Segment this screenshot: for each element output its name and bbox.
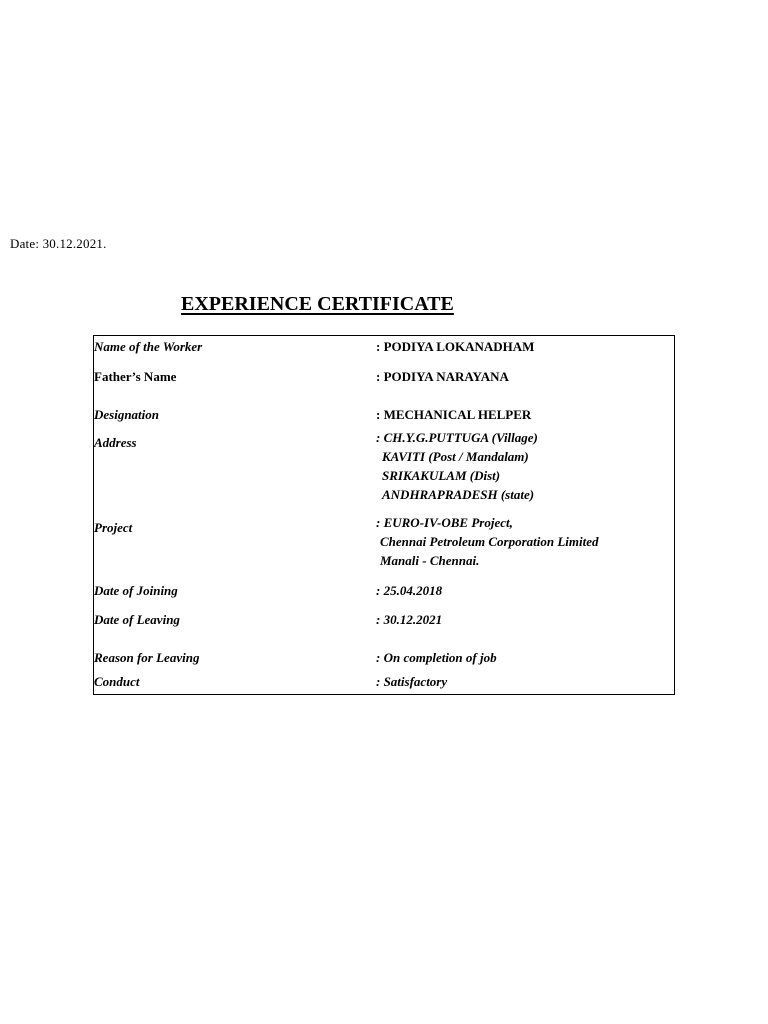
- address-line: : CH.Y.G.PUTTUGA (Village): [376, 430, 538, 445]
- address-line: SRIKAKULAM (Dist): [382, 468, 501, 483]
- conduct-label: Conduct: [94, 674, 140, 689]
- address-line: ANDHRAPRADESH (state): [382, 487, 535, 502]
- project-line: Manali - Chennai.: [380, 553, 480, 568]
- father-name-value: : PODIYA NARAYANA: [376, 369, 509, 384]
- worker-name-value: : PODIYA LOKANADHAM: [376, 339, 535, 354]
- certificate-title: EXPERIENCE CERTIFICATE: [181, 293, 454, 315]
- details-table: [93, 335, 675, 695]
- address-value: [376, 428, 538, 504]
- certificate-date: Date: 30.12.2021.: [10, 236, 107, 251]
- reason-for-leaving-value: : On completion of job: [376, 650, 497, 665]
- project-label: Project: [94, 520, 133, 535]
- project-line: : EURO-IV-OBE Project,: [376, 515, 513, 530]
- worker-name-label: Name of the Worker: [94, 339, 203, 354]
- father-name-label: Father’s Name: [94, 369, 177, 384]
- address-line: KAVITI (Post / Mandalam): [382, 449, 529, 464]
- address-label: Address: [94, 435, 137, 450]
- date-of-joining-label: Date of Joining: [94, 583, 178, 598]
- project-value: [376, 513, 599, 570]
- designation-label: Designation: [94, 407, 160, 422]
- date-of-leaving-label: Date of Leaving: [94, 612, 180, 627]
- project-line: Chennai Petroleum Corporation Limited: [380, 534, 599, 549]
- reason-for-leaving-label: Reason for Leaving: [94, 650, 200, 665]
- conduct-value: : Satisfactory: [376, 674, 448, 689]
- date-of-joining-value: : 25.04.2018: [376, 583, 443, 598]
- date-of-leaving-value: : 30.12.2021: [376, 612, 443, 627]
- designation-value: : MECHANICAL HELPER: [376, 407, 532, 422]
